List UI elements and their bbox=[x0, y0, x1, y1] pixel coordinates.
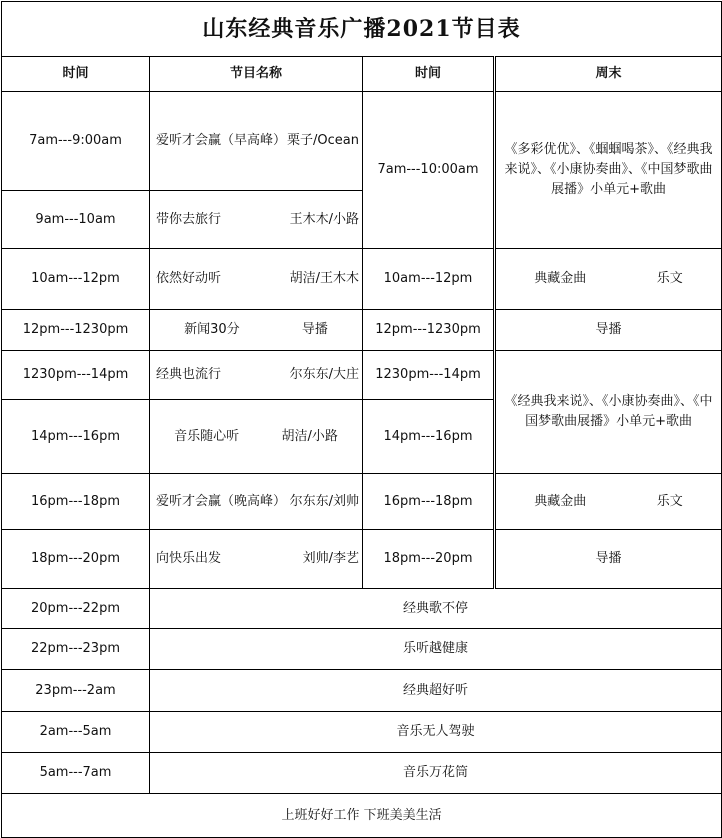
program-name: 依然好动听 bbox=[156, 271, 222, 286]
night-program: 乐听越健康 bbox=[150, 629, 722, 670]
table-row bbox=[2, 474, 722, 530]
table-row bbox=[2, 92, 722, 191]
header-row bbox=[2, 57, 722, 92]
program-name: 爱听才会赢（晚高峰） bbox=[156, 493, 287, 509]
program-cell bbox=[150, 474, 363, 530]
table-row bbox=[2, 249, 722, 310]
weekday-time: 18pm---20pm bbox=[2, 530, 150, 589]
program-cell bbox=[150, 249, 363, 310]
weekend-program: 导播 bbox=[495, 310, 722, 351]
weekday-time: 1230pm---14pm bbox=[2, 351, 150, 400]
table-row bbox=[2, 629, 722, 670]
weekend-time: 10am---12pm bbox=[363, 249, 495, 310]
weekend-time: 16pm---18pm bbox=[363, 474, 495, 530]
weekend-time: 1230pm---14pm bbox=[363, 351, 495, 400]
night-time: 23pm---2am bbox=[2, 670, 150, 712]
weekend-program-cell bbox=[495, 249, 722, 310]
program-cell bbox=[150, 400, 363, 474]
night-program: 经典超好听 bbox=[150, 670, 722, 712]
program-cell bbox=[150, 530, 363, 589]
weekday-time: 10am---12pm bbox=[2, 249, 150, 310]
weekend-time: 12pm---1230pm bbox=[363, 310, 495, 351]
program-hosts: 王木木/小路 bbox=[289, 211, 359, 227]
weekend-program: 典藏金曲 bbox=[534, 271, 587, 286]
night-program: 音乐万花筒 bbox=[150, 753, 722, 794]
weekday-time: 7am---9:00am bbox=[2, 92, 150, 191]
program-hosts: 胡洁/小路 bbox=[281, 428, 338, 444]
program-hosts: 尔东东/大庄 bbox=[289, 367, 359, 382]
program-cell bbox=[150, 351, 363, 400]
table-row bbox=[2, 530, 722, 589]
weekend-program: 典藏金曲 bbox=[534, 493, 587, 509]
weekday-time: 12pm---1230pm bbox=[2, 310, 150, 351]
schedule-table bbox=[1, 1, 722, 838]
weekday-time: 9am---10am bbox=[2, 191, 150, 249]
program-cell bbox=[150, 310, 363, 351]
weekend-program: 《经典我来说》、《小康协奏曲》、《中国梦歌曲展播》小单元+歌曲 bbox=[495, 351, 722, 474]
table-row bbox=[2, 712, 722, 753]
weekend-program: 导播 bbox=[495, 530, 722, 589]
weekend-time: 14pm---16pm bbox=[363, 400, 495, 474]
table-row bbox=[2, 589, 722, 629]
header-weekend: 周末 bbox=[495, 57, 722, 92]
weekday-time: 14pm---16pm bbox=[2, 400, 150, 474]
night-time: 2am---5am bbox=[2, 712, 150, 753]
program-name: 向快乐出发 bbox=[156, 551, 222, 566]
program-hosts: 胡洁/王木木 bbox=[289, 271, 359, 286]
header-program: 节目名称 bbox=[150, 57, 363, 92]
header-time: 时间 bbox=[2, 57, 150, 92]
weekday-time: 16pm---18pm bbox=[2, 474, 150, 530]
weekend-program: 《多彩优优》、《蝈蝈喝茶》、《经典我来说》、《小康协奏曲》、《中国梦歌曲展播》小单元+歌曲 bbox=[495, 92, 722, 249]
footer-row bbox=[2, 794, 722, 838]
weekend-time: 18pm---20pm bbox=[363, 530, 495, 589]
table-row bbox=[2, 670, 722, 712]
weekend-time: 7am---10:00am bbox=[363, 92, 495, 249]
table-row bbox=[2, 753, 722, 794]
program-hosts: 导播 bbox=[301, 322, 328, 337]
header-time-weekend: 时间 bbox=[363, 57, 495, 92]
night-time: 22pm---23pm bbox=[2, 629, 150, 670]
page-title: 山东经典音乐广播2021节目表 bbox=[2, 2, 722, 57]
table-row bbox=[2, 351, 722, 400]
footer-slogan: 上班好好工作 下班美美生活 bbox=[2, 794, 722, 838]
program-name: 新闻30分 bbox=[184, 322, 240, 337]
program-name: 经典也流行 bbox=[156, 367, 222, 382]
program-hosts: 栗子/Ocean bbox=[287, 133, 359, 148]
program-name: 带你去旅行 bbox=[156, 211, 222, 227]
program-hosts: 尔东东/刘帅 bbox=[289, 493, 359, 509]
weekend-program-cell bbox=[495, 474, 722, 530]
night-program: 经典歌不停 bbox=[150, 589, 722, 629]
weekend-host: 乐文 bbox=[656, 493, 683, 509]
program-cell bbox=[150, 92, 363, 191]
weekend-host: 乐文 bbox=[656, 271, 683, 286]
night-time: 20pm---22pm bbox=[2, 589, 150, 629]
table-row bbox=[2, 310, 722, 351]
program-hosts: 刘帅/李艺 bbox=[302, 551, 359, 566]
program-name: 爱听才会赢（早高峰） bbox=[156, 133, 287, 148]
program-cell bbox=[150, 191, 363, 249]
night-time: 5am---7am bbox=[2, 753, 150, 794]
program-name: 音乐随心听 bbox=[174, 428, 240, 444]
night-program: 音乐无人驾驶 bbox=[150, 712, 722, 753]
